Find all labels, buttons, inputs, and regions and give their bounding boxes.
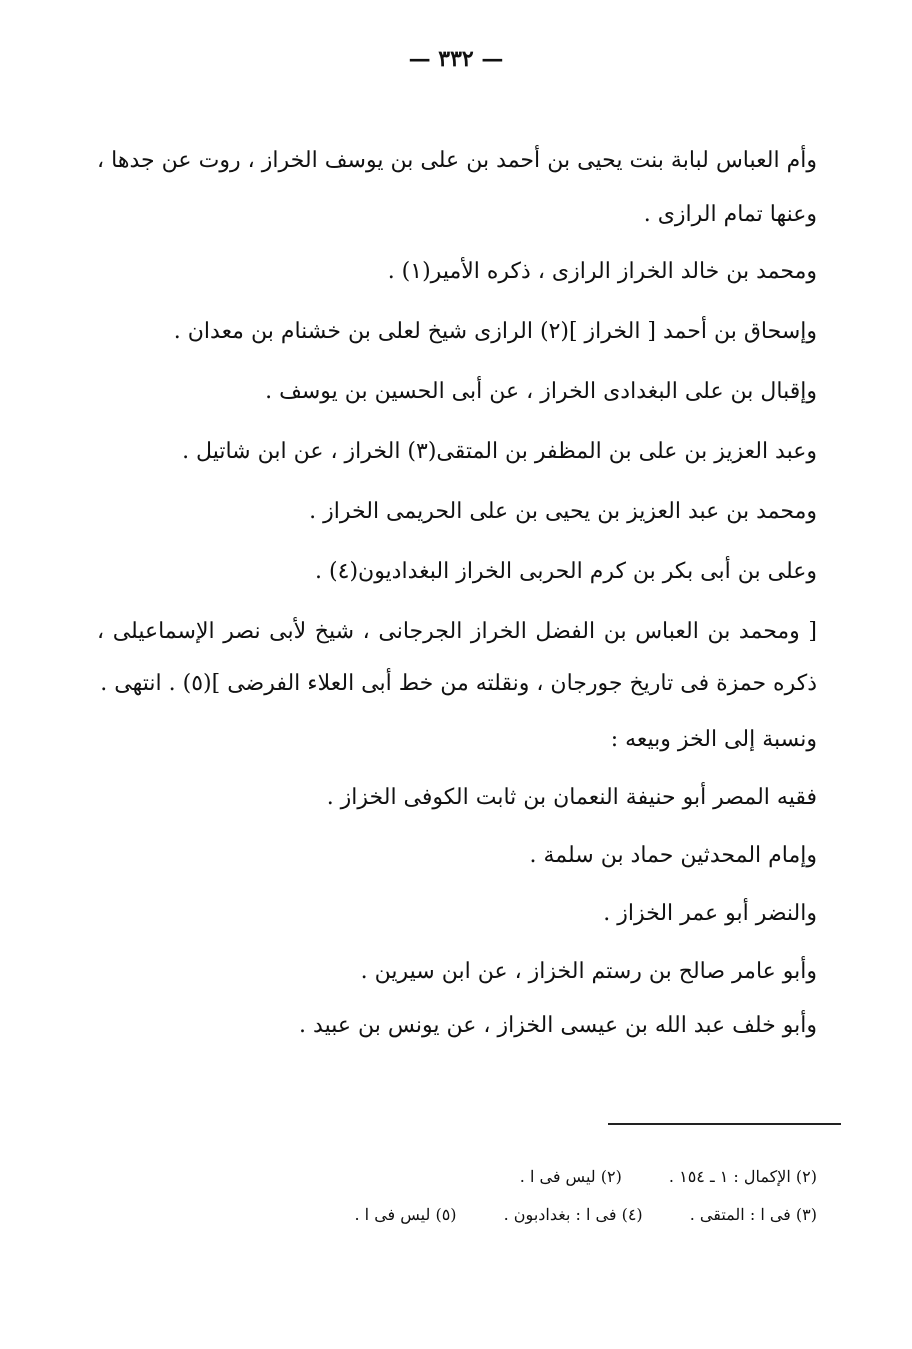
- paragraph-1: وأم العباس لبابة بنت يحيى بن أحمد بن على بن يوسف الخراز ، روت عن جدها ، وعنها تمام الرازى .: [97, 148, 817, 227]
- paragraph-4: وإقبال بن على البغدادى الخراز ، عن أبى الحسين بن يوسف .: [265, 379, 817, 404]
- paragraph-11: وإمام المحدثين حماد بن سلمة .: [529, 843, 817, 868]
- footnote-5: (٥) ليس فى ا .: [354, 1205, 457, 1224]
- paragraph-10: فقيه المصر أبو حنيفة النعمان بن ثابت الكوفى الخزاز .: [326, 785, 817, 810]
- paragraph-9: ونسبة إلى الخز وبيعه :: [610, 727, 817, 752]
- page-number: — ٣٣٢ —: [408, 46, 504, 72]
- paragraph-7: وعلى بن أبى بكر بن كرم الحربى الخراز البغداديون(٤) .: [315, 559, 817, 584]
- footnote-1: (٢) الإكمال : ١ ـ ١٥٤ .: [668, 1167, 817, 1186]
- paragraph-5: وعبد العزيز بن على بن المظفر بن المتقى(٣) الخراز ، عن ابن شاتيل .: [182, 439, 817, 464]
- footnote-row-1: [97, 1158, 817, 1196]
- footnote-row-2: [97, 1196, 817, 1234]
- footnote-2: (٢) ليس فى ا .: [519, 1167, 622, 1186]
- paragraph-8: [ ومحمد بن العباس بن الفضل الخراز الجرجانى ، شيخ لأبى نصر الإسماعيلى ، ذكره حمزة فى تاريخ جورجان ، ونقلته من خط أبى العلاء الفرضى ](٥) . انتهى .: [97, 619, 817, 696]
- paragraph-2: ومحمد بن خالد الخراز الرازى ، ذكره الأمير(١) .: [387, 259, 817, 284]
- footnote-rule: [608, 1123, 841, 1125]
- body-text: [97, 134, 817, 1052]
- footnote-4: (٤) فى ا : بغدادبون .: [503, 1205, 643, 1224]
- paragraph-3: وإسحاق بن أحمد [ الخراز ](٢) الرازى شيخ لعلى بن خشنام بن معدان .: [173, 319, 817, 344]
- paragraph-13: وأبو عامر صالح بن رستم الخزاز ، عن ابن سيرين .: [360, 959, 817, 984]
- footnotes: [97, 1158, 817, 1234]
- paragraph-6: ومحمد بن عبد العزيز بن يحيى بن على الحريمى الخراز .: [309, 499, 817, 524]
- footnote-3: (٣) فى ا : المتقى .: [689, 1205, 817, 1224]
- paragraph-14: وأبو خلف عبد الله بن عيسى الخزاز ، عن يونس بن عبيد .: [299, 1013, 817, 1038]
- paragraph-12: والنضر أبو عمر الخزاز .: [603, 901, 817, 926]
